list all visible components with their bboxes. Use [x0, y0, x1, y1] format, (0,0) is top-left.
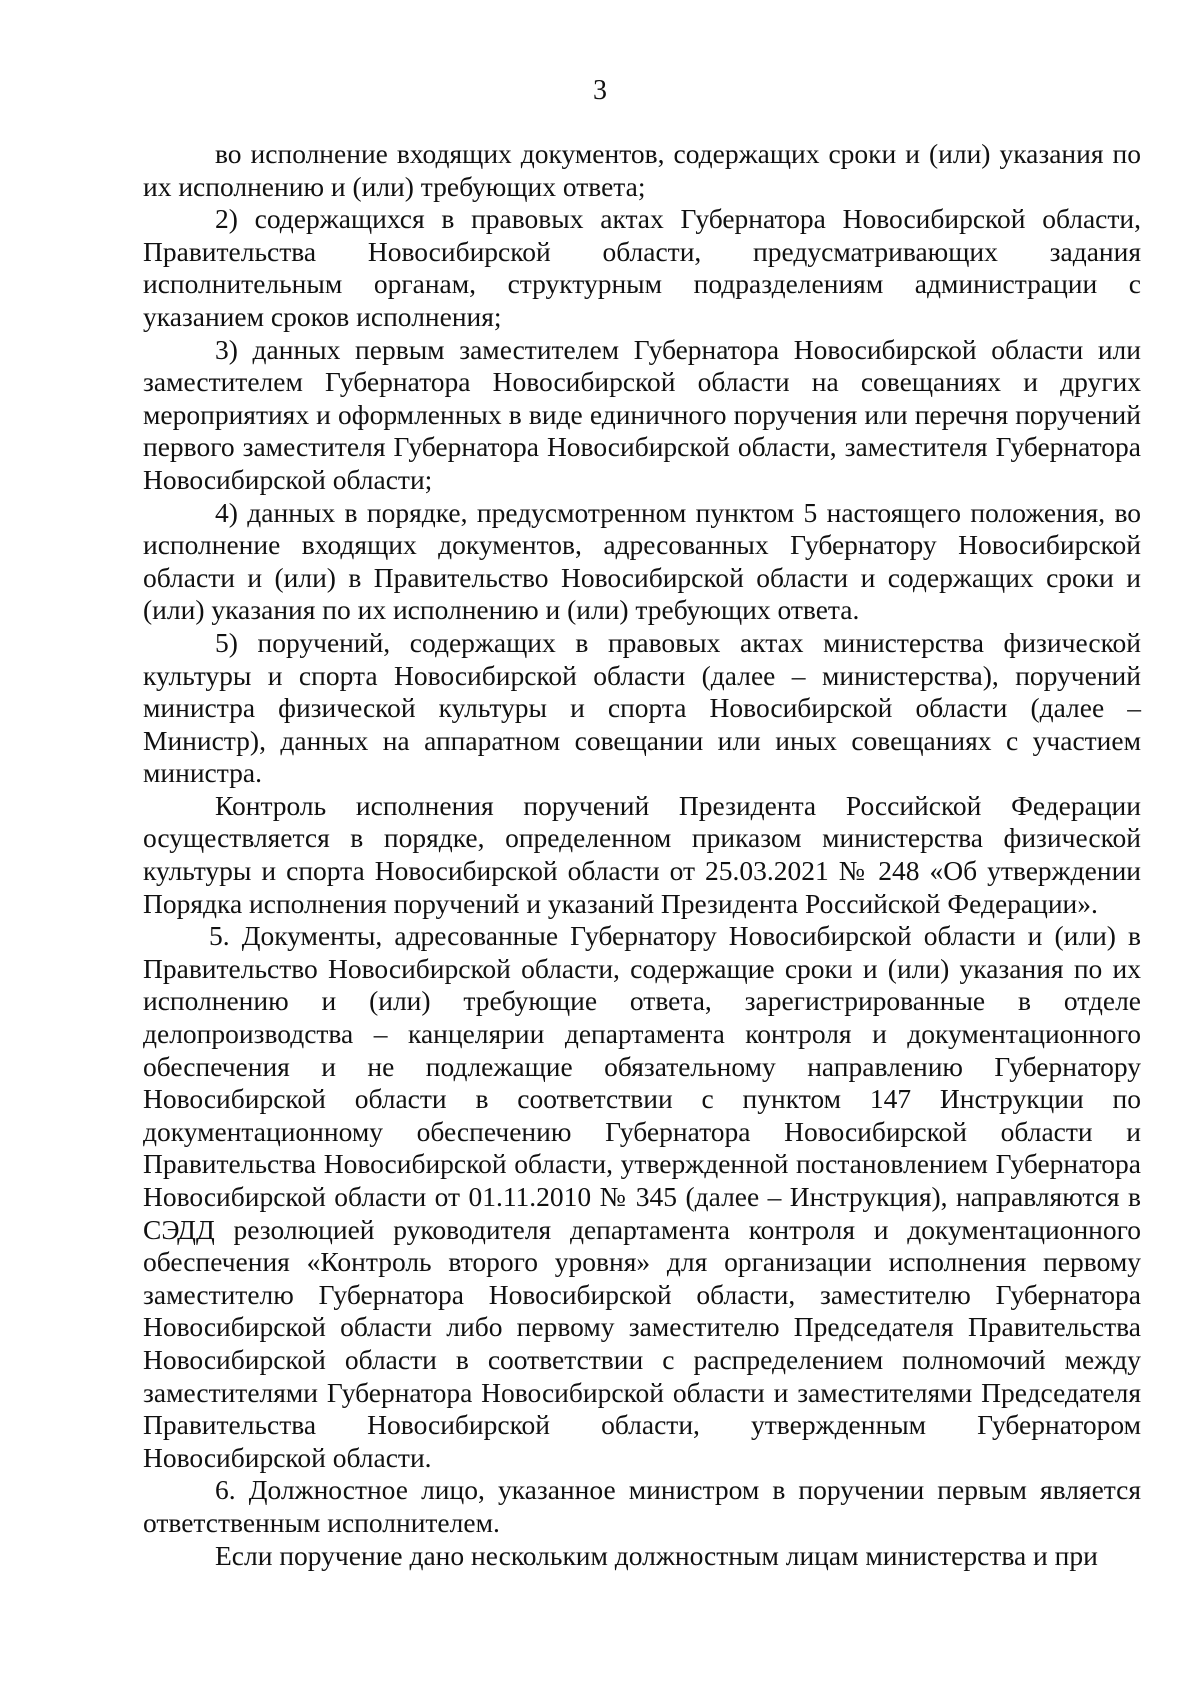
paragraph-item-5: 5) поручений, содержащих в правовых актах министерства физической культуры и спорта Новосибирской области (далее – министерства), поручений министра физической культуры и спорта Новосибирской области (далее – Министр), данных на аппаратном совещании или иных совещаниях с участием министра.	[143, 626, 1141, 789]
paragraph-multiple-assignees: Если поручение дано нескольким должностным лицам министерства и при	[215, 1539, 1098, 1571]
document-body	[143, 138, 1141, 1572]
page-number: 3	[593, 75, 607, 106]
paragraph-section-6: 6. Должностное лицо, указанное министром в поручении первым является ответственным исполнителем.	[143, 1474, 1141, 1538]
paragraph-item-2: 2) содержащихся в правовых актах Губернатора Новосибирской области, Правительства Новосибирской области, предусматривающих задания исполнительным органам, структурным подразделениям администрации с указанием сроков исполнения;	[143, 203, 1141, 332]
paragraph-continuation: во исполнение входящих документов, содержащих сроки и (или) указания по их исполнению и (или) требующих ответа;	[143, 138, 1141, 202]
paragraph-president-control: Контроль исполнения поручений Президента Российской Федерации осуществляется в порядке, определенном приказом министерства физической культуры и спорта Новосибирской области от 25.03.2021 № 248 «Об утверждении Порядка исполнения поручений и указаний Президента Российской Федерации».	[143, 789, 1141, 919]
paragraph-section-5: 5. Документы, адресованные Губернатору Новосибирской области и (или) в Правительство Новосибирской области, содержащие сроки и (или) указания по их исполнению и (или) требующие ответа, зарегистрированные в отделе делопроизводства – канцелярии департамента контроля и документационного обеспечения и не подлежащие обязательному направлению Губернатору Новосибирской области в соответствии с пунктом 147 Инструкции по документационному обеспечению Губернатора Новосибирской области и Правительства Новосибирской области, утвержденной постановлением Губернатора Новосибирской области от 01.11.2010 № 345 (далее – Инструкция), направляются в СЭДД резолюцией руководителя департамента контроля и документационного обеспечения «Контроль второго уровня» для организации исполнения первому заместителю Губернатора Новосибирской области, заместителю Губернатора Новосибирской области либо первому заместителю Председателя Правительства Новосибирской области в соответствии с распределением полномочий между заместителями Губернатора Новосибирской области и заместителями Председателя Правительства Новосибирской области, утвержденным Губернатором Новосибирской области.	[143, 920, 1141, 1473]
paragraph-item-4: 4) данных в порядке, предусмотренном пунктом 5 настоящего положения, во исполнение входящих документов, адресованных Губернатору Новосибирской области и (или) в Правительство Новосибирской области и содержащих сроки и (или) указания по их исполнению и (или) требующих ответа.	[143, 496, 1141, 626]
paragraph-item-3: 3) данных первым заместителем Губернатора Новосибирской области или заместителем Губернатора Новосибирской области на совещаниях и других мероприятиях и оформленных в виде единичного поручения или перечня поручений первого заместителя Губернатора Новосибирской области, заместителя Губернатора Новосибирской области;	[143, 333, 1141, 495]
